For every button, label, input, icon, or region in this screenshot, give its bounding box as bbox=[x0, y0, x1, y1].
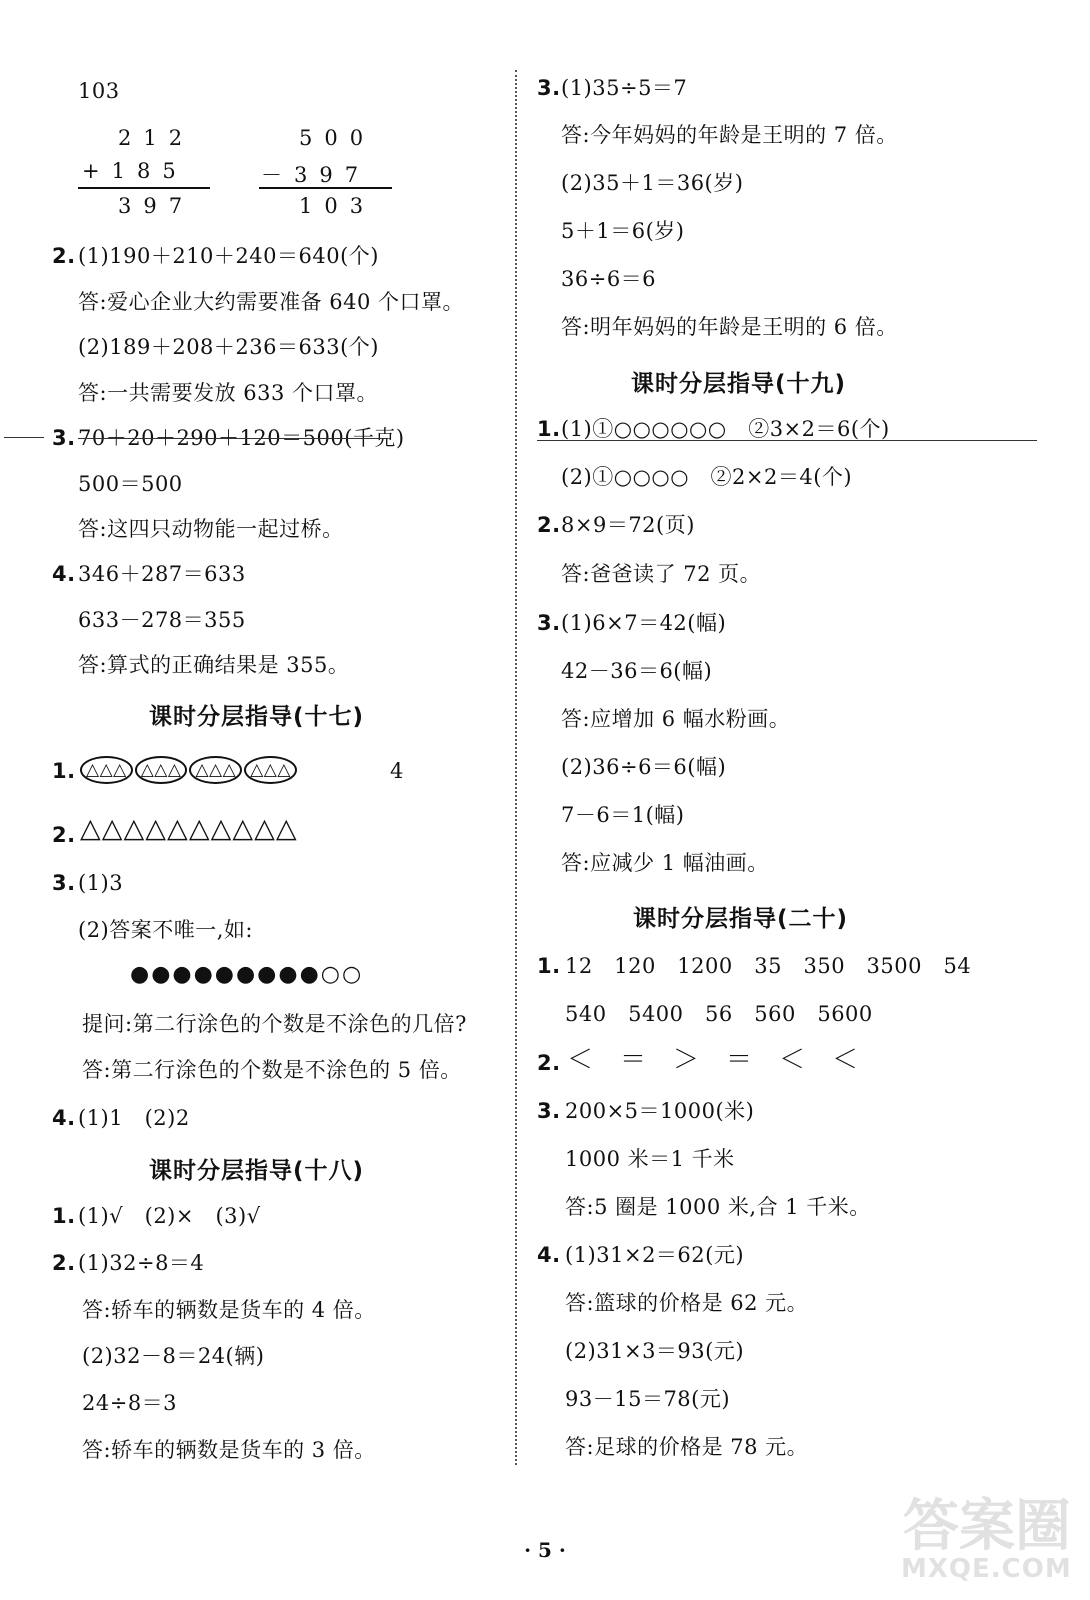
question-number: 1. bbox=[52, 1204, 76, 1228]
vertical-sub-result: 103 bbox=[299, 194, 376, 218]
question-number: 2. bbox=[537, 513, 561, 537]
watermark-top-text: 答案圈 bbox=[903, 1494, 1071, 1559]
answer-line: (1)1 (2)2 bbox=[78, 1106, 190, 1130]
triangle-group: △△△ bbox=[189, 756, 242, 784]
answer-line: (2)36÷6＝6(幅) bbox=[561, 755, 727, 779]
question-number: 3. bbox=[52, 871, 76, 895]
scan-mark bbox=[537, 440, 1037, 441]
answer-line: 答:今年妈妈的年龄是王明的 7 倍。 bbox=[561, 123, 898, 147]
question-number: 4. bbox=[52, 562, 76, 586]
answer-line: (1)31×2＝62(元) bbox=[565, 1243, 745, 1267]
answer-line: 346＋287＝633 bbox=[78, 562, 246, 586]
right-column bbox=[537, 0, 1007, 1600]
vertical-add-row2: +185 bbox=[82, 159, 188, 183]
answer-line: (1)35÷5＝7 bbox=[561, 76, 688, 100]
answer-line: (1)190＋210＋240＝640(个) bbox=[78, 244, 379, 268]
answer-line: 答:第二行涂色的个数是不涂色的 5 倍。 bbox=[82, 1058, 462, 1082]
answer-line: (1)6×7＝42(幅) bbox=[561, 611, 727, 635]
question-number: 1. bbox=[52, 759, 76, 783]
answer-line: 93－15＝78(元) bbox=[565, 1387, 731, 1411]
answer-line: 答:5 圈是 1000 米,合 1 千米。 bbox=[565, 1195, 871, 1219]
answer-line: (2)189＋208＋236＝633(个) bbox=[78, 335, 379, 359]
top-result: 103 bbox=[78, 79, 120, 103]
answer-line: 提问:第二行涂色的个数是不涂色的几倍? bbox=[82, 1012, 467, 1036]
circle-row: ●●●●●●●●●○○ bbox=[130, 962, 364, 987]
answer-line: 1000 米＝1 千米 bbox=[565, 1147, 735, 1171]
answer-line: 答:轿车的辆数是货车的 3 倍。 bbox=[82, 1438, 376, 1462]
triangle-group: △△△ bbox=[80, 756, 133, 784]
question-number: 2. bbox=[52, 244, 76, 268]
question-number: 4. bbox=[537, 1243, 561, 1267]
answer-line: 5＋1＝6(岁) bbox=[561, 219, 685, 243]
answer-line: (2)答案不唯一,如: bbox=[78, 918, 253, 942]
answer-line: (2)①○○○○ ②2×2＝4(个) bbox=[561, 465, 853, 489]
answer-line: (1)①○○○○○○ ②3×2＝6(个) bbox=[561, 417, 890, 441]
answer-line: 200×5＝1000(米) bbox=[565, 1099, 755, 1123]
answer-line: 答:算式的正确结果是 355。 bbox=[78, 653, 350, 677]
question-number: 3. bbox=[537, 611, 561, 635]
scan-mark bbox=[4, 437, 44, 438]
answer-line: 36÷6＝6 bbox=[561, 267, 657, 291]
triangle-row: △△△△△△△△△△ bbox=[80, 813, 298, 844]
answer-line: (1)3 bbox=[78, 871, 124, 895]
question-number: 3. bbox=[52, 426, 76, 450]
left-column bbox=[52, 0, 522, 1600]
vertical-sub-row1: 500 bbox=[299, 126, 376, 150]
answer-line: 答:一共需要发放 633 个口罩。 bbox=[78, 381, 379, 405]
answer-line: 答:篮球的价格是 62 元。 bbox=[565, 1291, 809, 1315]
vertical-add-row1: 212 bbox=[118, 126, 195, 150]
question-number: 1. bbox=[537, 954, 561, 978]
answer-line: 8×9＝72(页) bbox=[561, 513, 695, 537]
answer-line: 24÷8＝3 bbox=[82, 1391, 178, 1415]
section-heading: 课时分层指导(十七) bbox=[149, 704, 365, 730]
question-number: 4. bbox=[52, 1106, 76, 1130]
answer-line: 答:爸爸读了 72 页。 bbox=[561, 562, 762, 586]
page-number: · 5 · bbox=[524, 1538, 566, 1562]
answer-line: 答:应增加 6 幅水粉画。 bbox=[561, 707, 791, 731]
triangle-group: △△△ bbox=[135, 756, 188, 784]
vertical-add-result: 397 bbox=[118, 194, 195, 218]
section-heading: 课时分层指导(十八) bbox=[149, 1158, 365, 1184]
comparison-signs: ＜ ＝ ＞ ＝ ＜ ＜ bbox=[567, 1045, 859, 1075]
question-number: 2. bbox=[537, 1051, 561, 1075]
question-number: 2. bbox=[52, 823, 76, 847]
answer-line: 答:这四只动物能一起过桥。 bbox=[78, 517, 344, 541]
answer-line: (2)35＋1＝36(岁) bbox=[561, 171, 744, 195]
vertical-add-rule bbox=[78, 187, 210, 189]
answer-line: 答:轿车的辆数是货车的 4 倍。 bbox=[82, 1298, 376, 1322]
answer-line: (1)32÷8＝4 bbox=[78, 1251, 205, 1275]
watermark-logo bbox=[893, 1482, 1073, 1592]
answer-line: 答:爱心企业大约需要准备 640 个口罩。 bbox=[78, 290, 465, 314]
question-number: 3. bbox=[537, 76, 561, 100]
answer-line: 540 5400 56 560 5600 bbox=[565, 1002, 873, 1026]
answer-line: (2)31×3＝93(元) bbox=[565, 1339, 745, 1363]
section-heading: 课时分层指导(十九) bbox=[631, 371, 847, 397]
answer-line: 答:明年妈妈的年龄是王明的 6 倍。 bbox=[561, 315, 898, 339]
triangle-group: △△△ bbox=[244, 756, 297, 784]
answer-value: 4 bbox=[390, 759, 404, 783]
watermark-url: MXQE.COM bbox=[901, 1554, 1072, 1584]
answer-line: 12 120 1200 35 350 3500 54 bbox=[565, 954, 972, 978]
vertical-sub-rule bbox=[259, 187, 392, 189]
question-number: 3. bbox=[537, 1099, 561, 1123]
answer-line: (1)√ (2)× (3)√ bbox=[78, 1204, 261, 1228]
answer-line: 42－36＝6(幅) bbox=[561, 659, 713, 683]
strike-through-mark bbox=[78, 438, 388, 439]
triangle-groups bbox=[80, 755, 299, 784]
question-number: 2. bbox=[52, 1251, 76, 1275]
answer-line: (2)32－8＝24(辆) bbox=[82, 1344, 265, 1368]
answer-line: 500＝500 bbox=[78, 472, 183, 496]
answer-line: 70＋20＋290＋120＝500(千克) bbox=[78, 426, 405, 450]
section-heading: 课时分层指导(二十) bbox=[633, 906, 849, 932]
answer-line: 7－6＝1(幅) bbox=[561, 803, 685, 827]
answer-line: 633－278＝355 bbox=[78, 608, 246, 632]
question-number: 1. bbox=[537, 417, 561, 441]
answer-line: 答:足球的价格是 78 元。 bbox=[565, 1435, 809, 1459]
vertical-sub-row2: －397 bbox=[261, 163, 371, 187]
answer-line: 答:应减少 1 幅油画。 bbox=[561, 851, 769, 875]
